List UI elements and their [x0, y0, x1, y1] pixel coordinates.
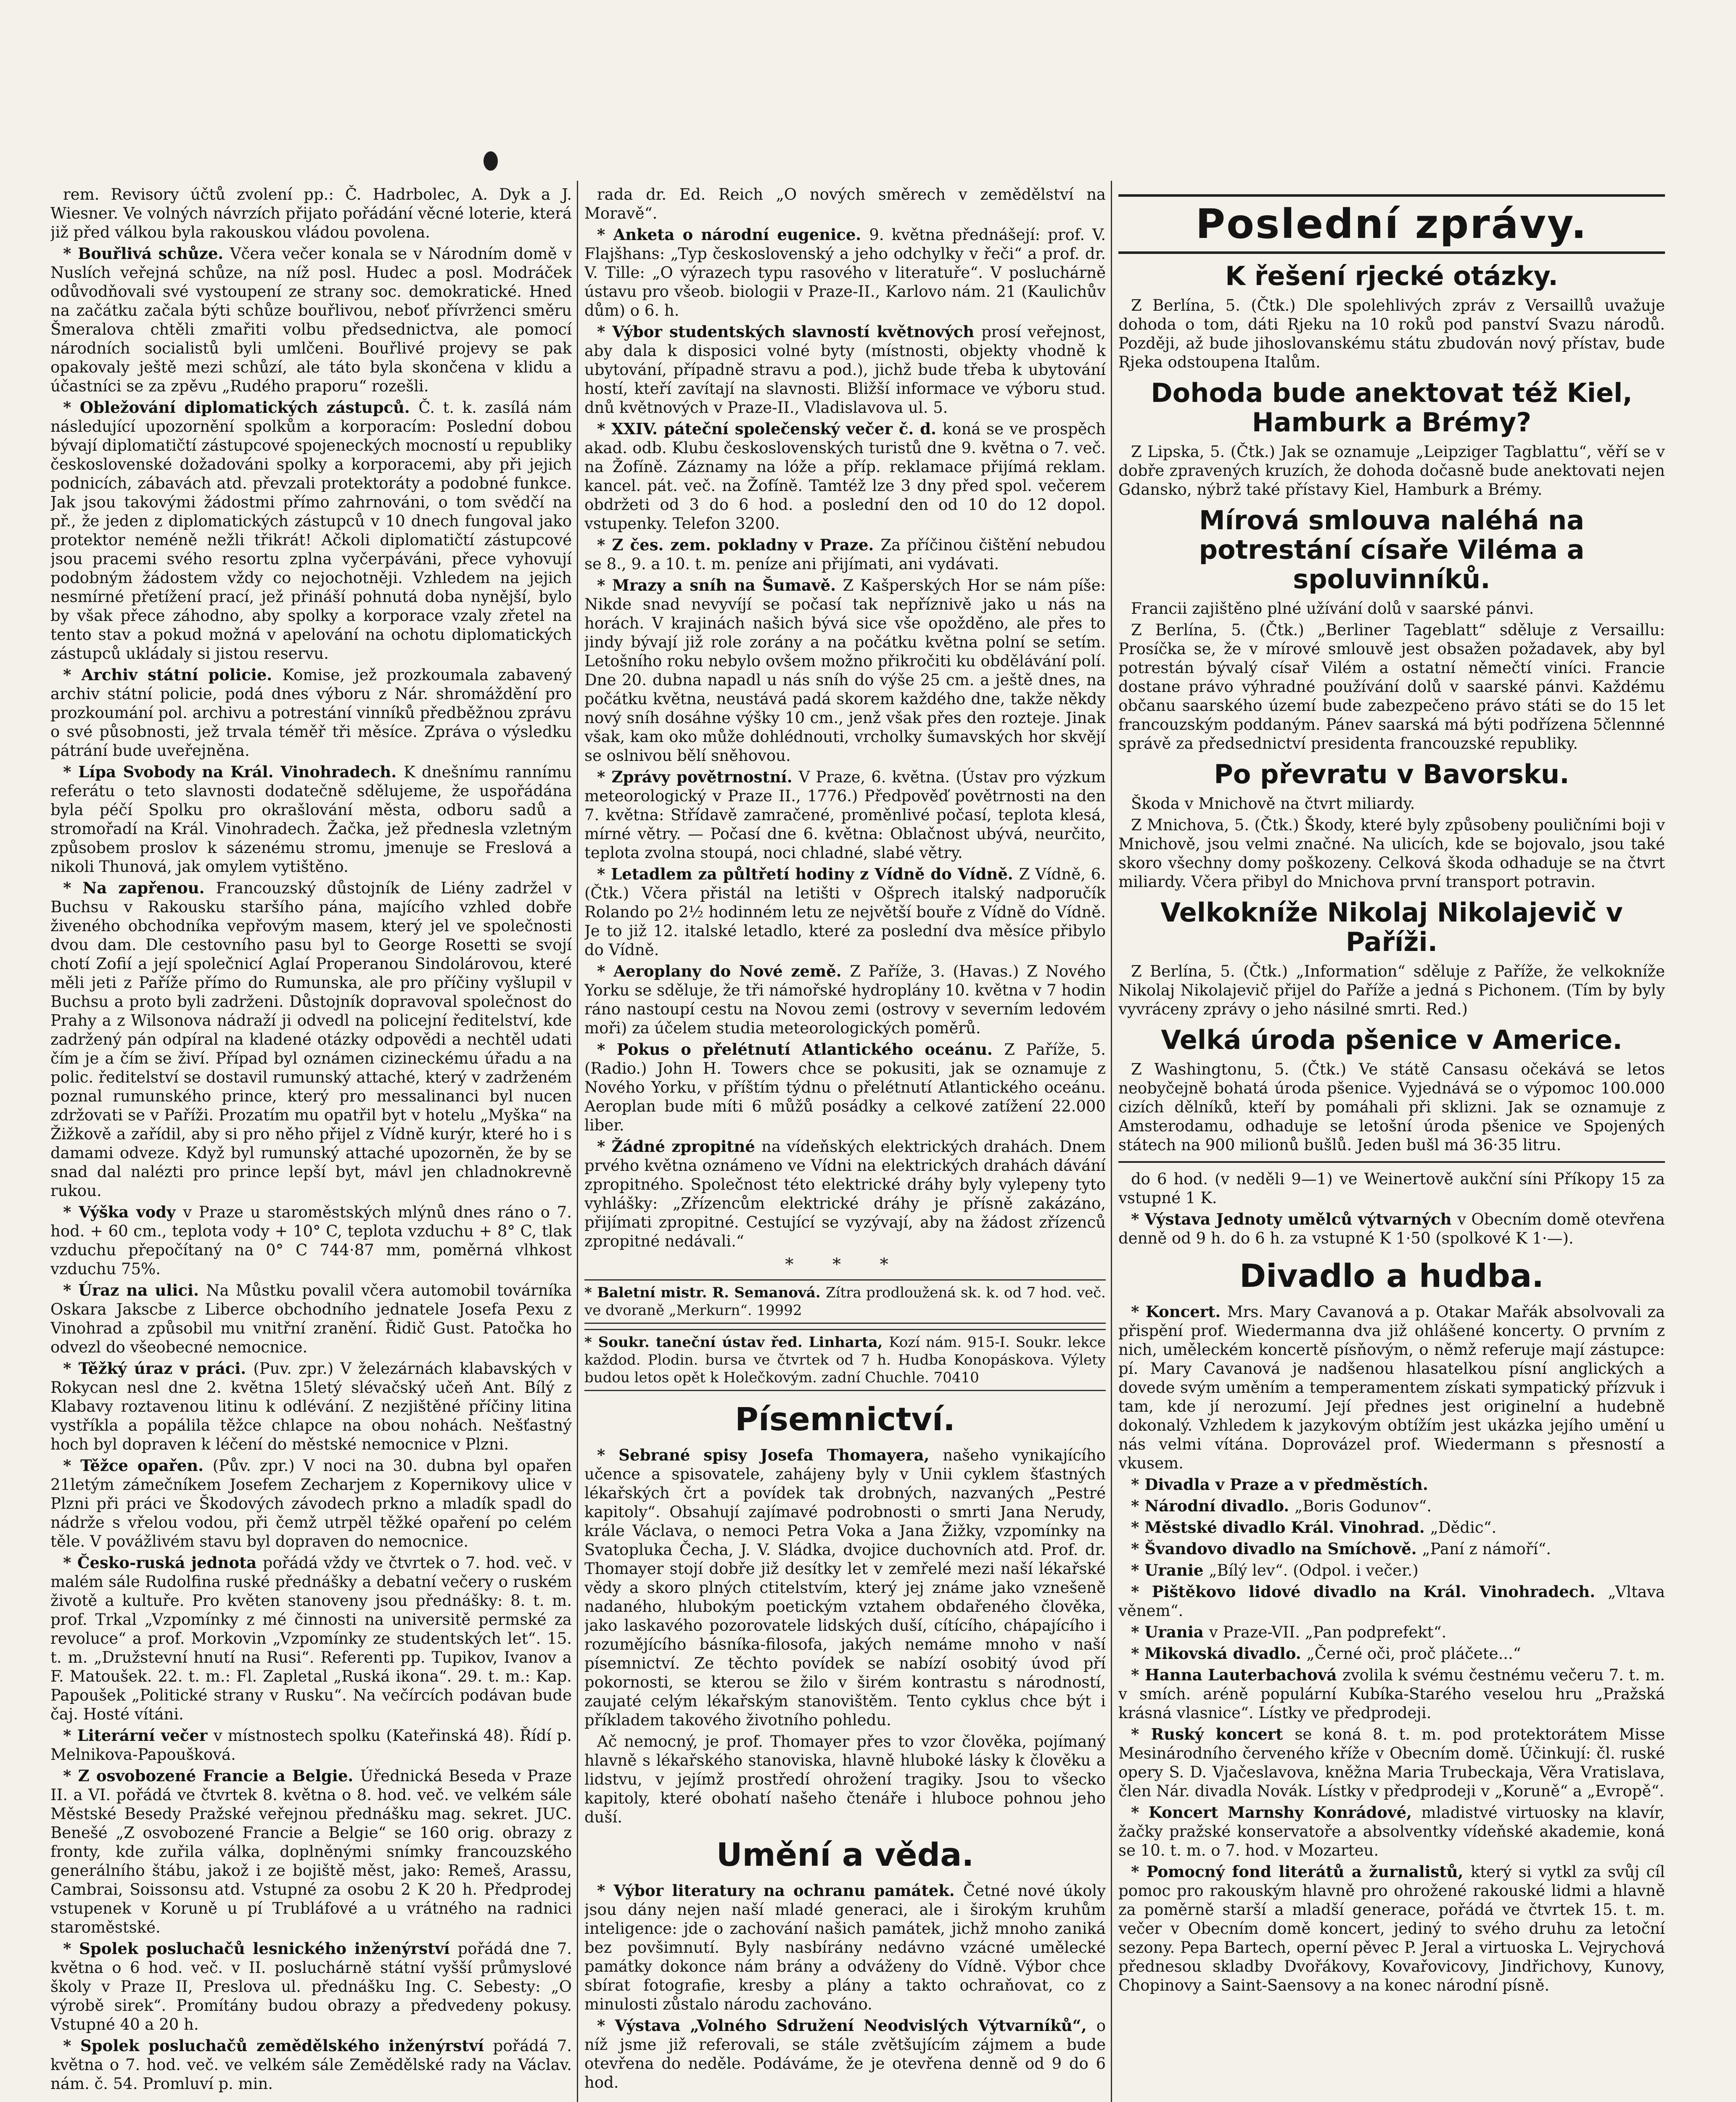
headline: Dohoda bude anektovat též Kiel, Hamburk a Brémy? [1151, 378, 1633, 438]
article-heading: * Spolek posluchačů lesnického inženýrství [63, 1939, 458, 1958]
article-text: Za příčinou čištění nebudou se 8., 9. a 10. t. m. peníze ani přijímati, ani vydávati. [584, 536, 1106, 573]
article-paragraph [1118, 794, 1665, 813]
article-text: Z Kašperských Hor se nám píše: Nikde snad nevyvíjí se počasí tak nepříznivě jako u nás na horách. V krajinách našich bývá sice vše opožděno, ale přes to jindy bývají již role zorány a na počátku května polní se setím. Letošního roku nebylo ovšem možno přikročiti ku obdělávání polí. Dne 20. dubna napadl u nás sníh do výše 25 cm. a ještě dnes, na počátku května, neustává padá skorem každého dne, takže někdy nový sníh dosáhne výšky 10 cm., jenž však přes den rozteje. Jinak však, kam oko může dohlédnouti, vrcholky šumavských hor skvějí se oslnivou bělí sněhovou. [584, 576, 1106, 765]
article-text: se koná 8. t. m. pod protektorátem Misse Mesinárodního červeného kříže v Obecním domě. Účinkují: čl. ruské opery S. D. Vjačeslavova, kněžna Maria Trubeckaja, Věra Vratislava, člen Nár. divadla Novák. Lístky v předprodeji v „Koruně“ a „Evropě“. [1118, 1725, 1665, 1800]
article-heading: * Z čes. zem. pokladny v Praze. [597, 536, 881, 554]
article-paragraph [1118, 1666, 1665, 1722]
section-divider [1118, 1161, 1665, 1163]
article-text: o níž jsme již referovali, se stále zvětšujícím zájmem a bude otevřena do neděle. Podáváme, že je otevřena denně od 9 do 6 hod. [584, 2017, 1106, 2091]
article-heading: * Úraz na ulici. [63, 1281, 206, 1299]
article-paragraph [584, 420, 1106, 533]
article-paragraph [50, 1203, 572, 1278]
article-paragraph [50, 1359, 572, 1454]
article-heading: * Švandovo divadlo na Smíchově. [1131, 1540, 1422, 1558]
article-text: Z Vídně, 6. (Čtk.) Včera přistál na letišti v Ošprech italský nadporučík Rolando po 2½ hodinném letu ze největší bouře z Vídně do Vídně. Je to již 12. italské letadlo, které za poslední dva měsíce přibylo do Vídně. [584, 865, 1106, 959]
article-heading: * Výstava Jednoty umělců výtvarných [1131, 1210, 1458, 1228]
article-text: K dnešnímu rannímu referátu o teto slavnosti dodatečně sdělujeme, že uspořádána byla péčí Spolku pro okrašlování města, odboru sadů a stromořadí na Král. Vinohradech. Žačka, jež přednesla vzletným způsobem proslov k sázenému stromu, jmenuje se Freslová a nikoli Thunová, jak omylem vytištěno. [50, 763, 572, 876]
article-heading: * Anketa o národní eugenice. [597, 225, 869, 244]
article-paragraph [50, 763, 572, 876]
article-paragraph [1118, 962, 1665, 1019]
section-title-latest-news: Poslední zprávy. [1118, 194, 1665, 254]
headline: Mírová smlouva naléhá na potrestání císaře Viléma a spoluvinníků. [1199, 505, 1585, 594]
article-text: Škoda v Mnichově na čtvrt miliardy. [1131, 795, 1415, 813]
article-heading: * Těžce opařen. [63, 1456, 213, 1475]
article-text: (Pův. zpr.) V noci na 30. dubna byl opařen 21letým zámečníkem Josefem Zecharjem z Kopernikovy ulice v Plzni při práci ve Škodových závodech prkno a mladík spadl do nádrže s vřelou vodou, při čemž utrpěl těžké opaření po celém těle. V povážlivém stavu byl dopraven do nemocnice. [50, 1457, 572, 1550]
article-text: „Dědic“. [1430, 1518, 1497, 1537]
article-paragraph [584, 576, 1106, 765]
article-heading: * Bouřlivá schůze. [63, 244, 230, 263]
article-heading: * Těžký úraz v práci. [63, 1359, 254, 1378]
article-text: Úřednická Beseda v Praze II. a VI. pořádá ve čtvrtek 8. května o 8. hod. več. ve velkém sále Městské Besedy Pražské veřejnou přednášku mag. sekret. JUC. Benešé „Z osvobozené Francie a Belgie“ se 160 orig. obrazy z fronty, kde zuřila válka, doplněnými snímky francouzského generálního štábu, jakož i ze bojiště měst, jako: Remeš, Arassu, Cambrai, Soissonsu atd. Vstupné za osobu 2 K 20 h. Předprodej vstupenek v Koruně u pí Trubláfové a u vrátného na radnici staroměstské. [50, 1767, 572, 1936]
article-paragraph [584, 2016, 1106, 2092]
article-text: Z Lipska, 5. (Čtk.) Jak se oznamuje „Leipziger Tagblattu“, věří se v dobře zpravených kruzích, že dohoda dočasně bude anektovati nejen Gdansko, nýbrž také přístavy Kiel, Hamburk a Brémy. [1118, 443, 1665, 499]
article-paragraph [1118, 296, 1665, 372]
article-heading: * Baletní mistr. R. Semanová. [584, 1284, 826, 1301]
article-paragraph [584, 1040, 1106, 1135]
article-paragraph [50, 879, 572, 1200]
article-heading: * Zprávy povětrnostní. [597, 768, 799, 786]
column-rule-1 [577, 181, 578, 2102]
article-text: pořádá dne 7. května o 6 hod. več. v II. posluchárně státní vyšší průmyslové školy v Praze II, Preslova ul. přednášku Ing. C. Sebesty: „O výrobě sirek“. Promítány budou obrazy a předvedeny pokusy. Vstupné 40 a 20 h. [50, 1940, 572, 2033]
article-text: „Bílý lev“. (Odpol. i večer.) [1209, 1561, 1419, 1579]
article-heading: * Výbor literatury na ochranu památek. [597, 1881, 963, 1900]
article-paragraph [1118, 1540, 1665, 1558]
article-text: na vídeňských elektrických drahách. Dnem prvého května oznámeno ve Vídni na elektrických drahách dávání zpropitného. Společnost této elektrické dráhy byly vylepeny tyto vyhlášky: „Zřízencům elektrické dráhy je přísně zakázáno, přijímati zpropitné. Cestující se vyzývají, aby na žádost zřízenců zpropitné nedávali.“ [584, 1138, 1106, 1250]
article-paragraph [50, 1939, 572, 2034]
article-paragraph [584, 225, 1106, 320]
article-paragraph [1118, 442, 1665, 499]
article-paragraph [584, 1329, 1106, 1391]
headline: Velká úroda pšenice v Americe. [1161, 1025, 1622, 1055]
article-heading: * Letadlem za půltřetí hodiny z Vídně do Vídně. [597, 865, 1019, 883]
article-paragraph [50, 1726, 572, 1764]
article-paragraph [50, 244, 572, 396]
section-title-art-science: Umění a věda. [716, 1836, 974, 1873]
article-text: Četné nové úkoly jsou dány nejen naší mladé generaci, ale i širokým kruhům inteligence: jde o zachování našich památek, jichž mnoho zaniká bez povšimnutí. Byly nasbírány nedávno vzácné umělecké památky dokonce nám brány a odváženy do Vídně. Výbor chce sbírat fotografie, kresby a plány a takto ochraňovat, co z minulosti zůstalo národu zachováno. [584, 1882, 1106, 2013]
article-heading: * Pištěkovo lidové divadlo na Král. Vinohradech. [1131, 1582, 1608, 1601]
article-text: „Vltava věnem“. [1118, 1583, 1665, 1620]
article-text: pořádá 7. května o 7. hod. več. ve velkém sále Zemědělské rady na Václav. nám. č. 54. Promluví p. min. [50, 2037, 572, 2093]
article-heading: * Uranie [1131, 1561, 1209, 1579]
article-heading: * Sebrané spisy Josefa Thomayera, [597, 1446, 943, 1464]
article-paragraph [1118, 816, 1665, 891]
article-text: „Černé oči, proč pláčete...“ [1306, 1645, 1521, 1663]
column-3 [1118, 185, 1665, 2102]
article-paragraph [1118, 1725, 1665, 1801]
section-stars: * * * [785, 1255, 905, 1274]
article-paragraph [1118, 1497, 1665, 1516]
column-1 [50, 185, 572, 2102]
article-text: Z Mnichova, 5. (Čtk.) Škody, které byly způsobeny pouličními boji v Mnichově, jsou velmi značné. Na ulicích, kde se bojovalo, jsou také skoro všechny domy poškozeny. Celková škoda odhaduje se na čtvrt miliardy. Včera přibyl do Mnichova první transport potravin. [1118, 816, 1665, 891]
article-paragraph [50, 665, 572, 760]
article-text: Na Můstku povalil včera automobil továrníka Oskara Jakscbe z Liberce obchodního jednatele Josefa Pexu z Vinohrad a způsobil mu vnitřní zranění. Řidič Gust. Patočka ho odvezl do všeobecné nemocnice. [50, 1281, 572, 1356]
article-heading: * Soukr. taneční ústav řed. Linharta, [584, 1334, 889, 1351]
article-text: Z Berlína, 5. (Čtk.) Dle spolehlivých zpráv z Versaillů uvažuje dohoda o tom, dáti Rjeku na 10 roků pod panství Svazu národů. Později, až bude jihoslovanskému státu zbudován nový přístav, bude Rjeka odstoupena Italům. [1118, 296, 1665, 371]
article-paragraph [584, 536, 1106, 573]
article-heading: * Výbor studentských slavností květnových [597, 322, 982, 341]
article-heading: * Lípa Svobody na Král. Vinohradech. [63, 763, 404, 781]
article-text: „Paní z námoří“. [1422, 1540, 1551, 1558]
article-text: Z Paříže, 5. (Radio.) John H. Towers chce se pokusiti, jak se oznamuje z Nového Yorku, v příštím týdnu o přelétnutí Atlantického oceánu. Aeroplan bude míti 6 můžů posádky a celkové zatížení 22.000 liber. [584, 1040, 1106, 1134]
article-paragraph [1118, 1644, 1665, 1663]
article-heading: * Mikovská divadlo. [1131, 1644, 1307, 1663]
article-heading: * Z osvobozené Francie a Belgie. [63, 1767, 360, 1785]
article-text: rada dr. Ed. Reich „O nových směrech v zemědělství na Moravě“. [584, 185, 1106, 222]
article-heading: * Výstava „Volného Sdružení Neodvislých Výtvarníků“, [597, 2016, 1097, 2035]
article-heading: * Výška vody [63, 1203, 183, 1221]
article-paragraph [1118, 1210, 1665, 1248]
article-text: Zítra prodloužená sk. k. od 7 hod. več. ve dvoraně „Merkurn“. 19992 [584, 1284, 1106, 1319]
article-text: Z Paříže, 3. (Havas.) Z Nového Yorku se sděluje, že tři námořské hydroplány 10. května v 7 hodin ráno nastoupí cestu na Novou zemi (ostrovy v severním ledovém moři) za účelem studia meteorologických poměrů. [584, 962, 1106, 1037]
article-heading: * Obležování diplomatických zástupců. [63, 398, 419, 417]
article-text: Mrs. Mary Cavanová a p. Otakar Mařák absolvovali za přispění prof. Wiedermanna dva již ohlášené koncerty. O prvním z nich, uměleckém koncertě písňovým, o němž referuje mají zástupce: pí. Mary Cavanová je nadšenou hlasatelkou písní anglických a dovede svým uměním a temperamentem získati sympatický přízvuk i tam, kde jí nerozumí. Její přednes jest originelní a hudebně dokonalý. Vzhledem k jazykovým obtížím jest ukázka jejího umění u nás velmi vítána. Doprovázel prof. Wiedermann s přesností a vkusem. [1118, 1303, 1665, 1472]
article-paragraph [1118, 1475, 1665, 1494]
article-paragraph [1118, 1060, 1665, 1154]
article-paragraph [584, 1279, 1106, 1324]
article-heading: * XXIV. páteční společenský večer č. d. [597, 420, 943, 438]
article-paragraph [50, 185, 572, 242]
article-text: zvolila k svému čestnému večeru 7. t. m. v smích. aréně populární Kubíka-Starého veselou hru „Pražská krásná vlasnice“. Lístky ve předprodeji. [1118, 1666, 1665, 1722]
article-heading: * Koncert. [1131, 1302, 1227, 1321]
article-text: našeho vynikajícího učence a spisovatele, zahájeny byly v Unii cyklem šťastných lékařských črt a povídek tak drobných, nazvaných „Pestré kapitoly“. Obsahují zajímavé podrobnosti o smrti Jana Nerudy, krále Václava, o nemoci Petra Voka a Jana Žižky, vzpomínky na Svatopluka Čecha, J. V. Sládka, dvojice duchovních atd. Prof. dr. Thomayer stojí dobře již desítky let v zemřelé mezi naší lékařské vědy a skoro plných ctitelstvím, který jej známe jako vznešeně nadaného, hlubokým poetickým vztahem obdařeného člověka, jako laskavého pozorovatele lidských duší, cítícího, chápajícího i rozumějícího básníka-filosofa, jakých nemáme mnoho v naší písemnictví. Ze těchto povídek se nabízí osobitý úvod pří pokornosti, se kterou se žilo v širém kontrastu s národností, zaujaté celým lékařským stanovištěm. Tento cyklus chce být i příkladem takového životního pohledu. [584, 1446, 1106, 1729]
article-paragraph [584, 1881, 1106, 2014]
article-text: mladistvé virtuosky na klavír, žačky pražské konservatoře a absolventky vídeňské akademie, koná se 10. t. m. o 7. hod. v Mozarteu. [1118, 1804, 1665, 1859]
article-text: „Boris Godunov“. [1295, 1497, 1432, 1515]
section-title-literature: Písemnictví. [735, 1400, 955, 1438]
article-text: v Obecním domě otevřena denně od 9 h. do 6 h. za vstupné K 1·50 (spolkové K 1·—). [1118, 1210, 1665, 1247]
article-text: Kozí nám. 915-I. Soukr. lekce každod. Plodin. bursa ve čtvrtek od 7 h. Hudba Konopáskova. Výlety budou letos opět k Holečkovým. zadní Chuchle. 70410 [584, 1334, 1106, 1386]
article-text: v Praze u staroměstských mlýnů dnes ráno o 7. hod. + 60 cm., teplota vody + 10° C, teplota vzduchu + 8° C, tlak vzduchu přepočítaný na 0° C 744·87 mm, poměrná vlhkost vzduchu 75%. [50, 1203, 572, 1278]
article-text: který si vytkl za svůj cíl pomoc pro rakouským hlavně pro ohrožené rakouské lidmi a hlavně za poměrně starší a mladší generace, pořádá ve čtvrtek 15. t. m. večer v Obecním domě koncert, jediný to svého druhu za letoční sezony. Pepa Bartech, operní pěvec P. Jeral a virtuoska L. Vejrychová přednesou skladby Dvořákovy, Kovařovicovy, Jindřichovy, Kunovy, Chopinovy a Saint-Saensovy a na konec národní písně. [1118, 1863, 1665, 1994]
article-text: prosí veřejnost, aby dala k disposici volné byty (místnosti, objekty vhodně k ubytování, případně stravu a pod.), jichž bude třeba k ubytování hostí, kteří zavítají na slavnosti. Bližší informace ve výboru stud. dnů květnových v Praze-II., Vladislavova ul. 5. [584, 323, 1106, 417]
column-2 [584, 185, 1106, 2102]
page-ornament-dot [484, 151, 498, 171]
article-text: V Praze, 6. května. (Ústav pro výzkum meteorologický v Praze II., 1776.) Předpověď povětrnosti na den 7. května: Střídavě zamračené, proměnlivé počasí, teplota klesá, mírné větry. — Počasí dne 6. května: Oblačnost ubývá, neurčito, teplota zvolna stoupá, noci chladné, slabé větry. [584, 768, 1106, 862]
article-text: Z Berlína, 5. (Čtk.) „Berliner Tageblatt“ sděluje z Versaillu: Prosíčka se, že v mírové smlouvě jest obsažen požadavek, aby byl potrestán bývalý císař Vilém a ostatní němečtí viníci. Francie dostane právo výhradné používání dolů v saarské pánvi. Každému občanu saarského území bude zabezpečeno právo státi se do 15 let francouzským poddaným. Pánev saarská má býti podřízena 5člennné správě za předsednictví presidenta francouzské republiky. [1118, 621, 1665, 753]
article-heading: * Národní divadlo. [1131, 1497, 1295, 1515]
article-heading: * Pokus o přelétnutí Atlantického oceánu. [597, 1040, 1004, 1059]
article-heading: * Městské divadlo Král. Vinohrad. [1131, 1518, 1430, 1537]
article-paragraph [50, 1767, 572, 1937]
article-text: Včera večer konala se v Národním domě v Nuslích veřejná schůze, na níž posl. Hudec a posl. Modráček odůvodňovali své vystoupení ze strany soc. demokratické. Hned na začátku začala býti schůze bouřlivou, neboť přívrženci směru Šmeralova chtěli zmařiti volbu předsednictva, ale pomocí národních socialistů byli umlčeni. Bouřlivé projevy se pak opakovaly ještě mezi schůzí, ale táto byla skončena v klidu a účastníci se za zpěvu „Rudého praporu“ rozešli. [50, 245, 572, 395]
article-heading: * Spolek posluchačů zemědělského inženýrství [63, 2036, 493, 2055]
article-heading: * Archiv státní policie. [63, 665, 283, 684]
article-text: v Praze-VII. „Pan podprefekt“. [1209, 1623, 1447, 1641]
article-paragraph [50, 1553, 572, 1724]
article-heading: * Literární večer [63, 1726, 214, 1745]
article-paragraph [1118, 1561, 1665, 1580]
article-text: Francii zajištěno plné užívání dolů v saarské pánvi. [1131, 599, 1534, 618]
column-rule-2 [1111, 181, 1112, 2102]
headline: Po převratu v Bavorsku. [1214, 759, 1570, 790]
article-paragraph [1118, 1518, 1665, 1537]
headline: Velkokníže Nikolaj Nikolajevič v Paříži. [1160, 897, 1623, 957]
article-heading: * Česko-ruská jednota [63, 1553, 263, 1572]
article-heading: * Ruský koncert [1131, 1725, 1295, 1743]
article-paragraph [584, 768, 1106, 862]
article-paragraph [50, 1456, 572, 1551]
article-paragraph [1118, 1803, 1665, 1860]
article-paragraph [584, 322, 1106, 417]
article-paragraph [1118, 1170, 1665, 1207]
article-heading: * Pomocný fond literátů a žurnalistů, [1131, 1862, 1471, 1881]
article-paragraph [50, 1281, 572, 1357]
article-text: (Puv. zpr.) V železárnách klabavských v Rokycan nesl dne 2. května 15letý slévačský učeň Ant. Bílý z Klabavy roztavenou litinu k odlévání. Z nezjištěné příčiny litina vystříkla a popálila těžce chlapce na obou nohách. Nešťastný hoch byl dopraven k léčení do městské nemocnice v Plzni. [50, 1360, 572, 1453]
article-text: Ač nemocný, je prof. Thomayer přes to vzor člověka, pojímaný hlavně s lékařského stanoviska, hlavně hluboké lásky k člověku a lidstvu, v jejímž prostředí ohrožení tragiky. Jsou to všecko kapitoly, které obohatí našeho čtenáře i hluboce pohnou jeho duší. [584, 1732, 1106, 1826]
article-heading: * Aeroplany do Nové země. [597, 962, 850, 980]
headline: K řešení rjecké otázky. [1225, 261, 1558, 291]
article-paragraph [584, 185, 1106, 223]
article-text: do 6 hod. (v neděli 9—1) ve Weinertově aukční síni Příkopy 15 za vstupné 1 K. [1118, 1170, 1665, 1207]
article-paragraph [50, 2036, 572, 2093]
article-paragraph [584, 1446, 1106, 1730]
article-heading: * Hanna Lauterbachová [1131, 1666, 1343, 1684]
section-title-theatre-music: Divadlo a hudba. [1239, 1257, 1544, 1294]
article-heading: * Mrazy a sníh na Šumavě. [597, 576, 843, 594]
article-text: Z Washingtonu, 5. (Čtk.) Ve státě Cansasu očekává se letos neobyčejně bohatá úroda pšenice. Vyjednává se o výpomoc 100.000 cizích dělníků, kteří by pomáhali při sklizni. Jak se oznamuje z Amsterodamu, odhaduje se letošní úroda pšenice ve Spojených státech na 900 milionů bušlů. Jeden bušl má 36·35 litru. [1118, 1060, 1665, 1154]
article-heading: * Divadla v Praze a v předměstích. [1131, 1475, 1428, 1494]
article-text: koná se ve prospěch akad. odb. Klubu československých turistů dne 9. května o 7. več. na Žofíně. Záznamy na lóže a příp. reklamace přijímá reklam. kancel. pát. več. na Žofíně. Tamtéž lze 3 dny před spol. večerem obdržeti od 3 do 6 hod. a poslední den od 10 do 12 dopol. vstupenky. Telefon 3200. [584, 420, 1106, 533]
article-text: Francouzský důstojník de Liény zadržel v Buchsu v Rakousku staršího pána, majícího vzhled dobře živeného obchodníka vepřovým masem, který jel ve společnosti dvou dam. Dle cestovního pasu byl to George Rosetti se svojí chotí Zofií a její společnicí Aglaí Properanou Sindolárovou, které měli jeti z Paříže přímo do Rumunska, ale pro příčiny vyšlupil v Buchsu a proto byli zadrženi. Důstojník dopravoval společnost do Prahy a z Wilsonova nádraží ji odvedl na policejní ředitelství, kde zadržený pán odpíral na kladené otázky odpovědi a nechtěl udati čím je a čím se živí. Případ byl oznámen cizineckému úřadu a na polic. ředitelství se dostavil rumunský attaché, který v zadrženém poznal rumunského prince, který pro messalinanci byl nucen zdržovati se v Paříži. Prozatím mu opatřil byt v hotelu „Myška“ na Žižkově a zařídil, aby si pro něho přijel z Vídně kurýr, které ho i s damami odveze. Když byl rumunský attaché upozorněn, že by se snad dal nalézti pro prince lepší byt, mávl jen chladnokrevně rukou. [50, 879, 572, 1200]
article-paragraph [1118, 1302, 1665, 1473]
article-paragraph [584, 962, 1106, 1038]
article-text: pořádá vždy ve čtvrtek o 7. hod. več. v malém sále Rudolfina ruské přednášky a debatní večery o ruském životě a kultuře. Pro květen stanoveny jsou přednášky: 8. t. m. prof. Trkal „Vzpomínky z mé činnosti na universitě permské za revoluce“ a prof. Morkovin „Vzpomínky ze studentských let“. 15. t. m. „Družstevní hnutí na Rusi“. Referenti pp. Tupikov, Ivanov a F. Matoušek. 22. t. m.: Fl. Zapletal „Ruská ikona“. 29. t. m.: Kap. Papoušek „Politické strany v Rusku“. Na večírcích podávan bude čaj. Hosté vítáni. [50, 1554, 572, 1723]
article-paragraph [1118, 1582, 1665, 1620]
article-paragraph [50, 398, 572, 663]
article-paragraph [584, 1732, 1106, 1827]
article-paragraph [584, 865, 1106, 959]
article-heading: * Žádné zpropitné [597, 1137, 762, 1156]
article-text: 9. května přednášejí: prof. V. Flajšhans: „Typ československý a jeho odchylky v řeči“ a prof. dr. V. Tille: „O výrazech typu rasového v literatuře“. V posluchárně ústavu pro všeob. biologii v Praze-II., Karlovo nám. 21 (Kaulichův dům) o 6. h. [584, 226, 1106, 320]
article-paragraph [1118, 1862, 1665, 1995]
article-paragraph [1118, 599, 1665, 618]
article-heading: * Koncert Marnshy Konrádové, [1131, 1803, 1422, 1822]
article-paragraph [584, 1137, 1106, 1251]
article-text: Z Berlína, 5. (Čtk.) „Information“ sděluje z Paříže, že velkokníže Nikolaj Nikolajevič přijel do Paříže a jedná s Pichonem. (Tím by byly vyvráceny zprávy o jeho násilné smrti. Red.) [1118, 962, 1665, 1018]
article-heading: * Na zapřenou. [63, 879, 216, 897]
article-text: v místnostech spolku (Kateřinská 48). Řídí p. Melnikova-Papoušková. [50, 1727, 572, 1764]
article-text: Č. t. k. zasílá nám následující upozornění spolkům a korporacím: Poslední dobou bývají diplomatičtí zástupcové spojeneckých mocností u republiky československé dožadováni spolky a korporacemi, aby při jejich podnicích, zábavách atd. převzali protektoráty a podobné funkce. Jak jsou takovými žádostmi přímo zahrnováni, o tom svědčí na př., že jeden z diplomatických zástupců v 10 dnech fungoval jako protektor neméně nežli třikrát! Ačkoli diplomatičtí zástupcové jsou pracemi svého resortu zplna vyčerpáváni, přece vyhovují podobným žádostem vždy co nejochotněji. Vzhledem na jejich nesmírné přetížení prací, jež přináší pohnutá doba nynější, bylo by však přece záhodno, aby spolky a korporace vzaly zřetel na tento stav a pokud možná v apelování na ochotu diplomatických zástupců ukládaly si jistou reservu. [50, 399, 572, 663]
article-text: Komise, jež prozkoumala zabavený archiv státní policie, podá dnes výboru z Nár. shromáždění pro prozkoumání pol. archivu a potrestání vinníků předběžnou zprávu o své působnosti, jež trvala téměř tři měsíce. Zpráva o výsledku pátrání bude uveřejněna. [50, 666, 572, 760]
article-heading: * Urania [1131, 1623, 1209, 1641]
article-text: rem. Revisory účtů zvolení pp.: Č. Hadrbolec, A. Dyk a J. Wiesner. Ve volných návrzích přijato pořádání věcné loterie, která již před válkou byla rakouskou vládou povolena. [50, 185, 572, 241]
article-paragraph [1118, 621, 1665, 753]
article-paragraph [1118, 1623, 1665, 1642]
